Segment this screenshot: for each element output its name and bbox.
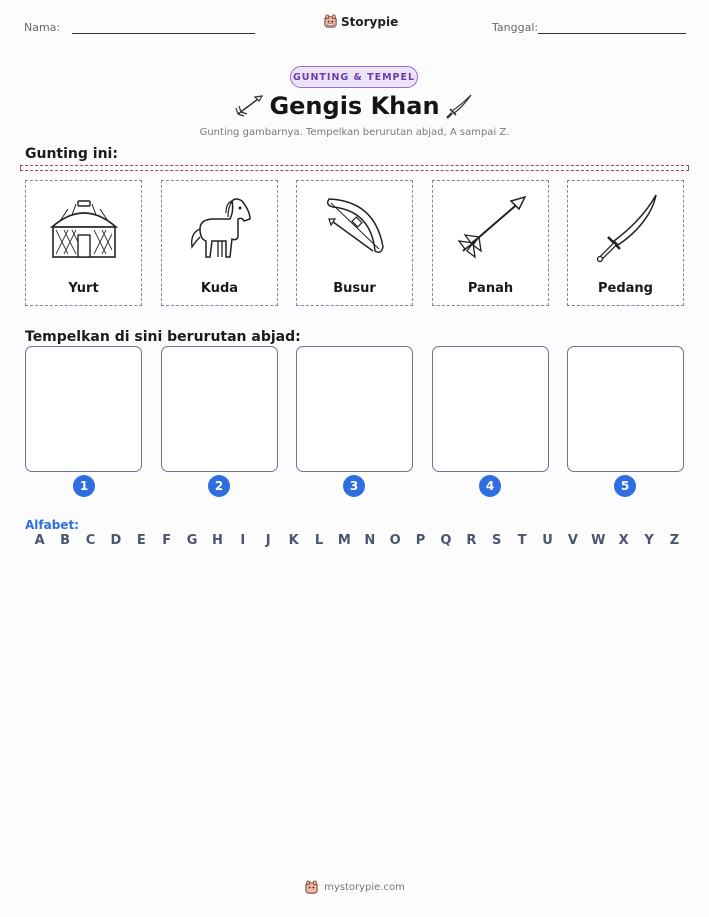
card-label: Pedang (598, 281, 653, 296)
letter: T (517, 533, 527, 548)
paste-slot-3[interactable] (296, 346, 413, 472)
letter: I (240, 533, 246, 548)
slot-number-4: 4 (479, 475, 501, 497)
letter: G (186, 533, 198, 548)
letter: A (34, 533, 45, 548)
letter: V (567, 533, 578, 548)
bow-icon (315, 189, 395, 269)
cut-card-yurt[interactable] (25, 180, 142, 306)
card-label: Busur (333, 281, 376, 296)
brand-name: Storypie (341, 14, 399, 29)
paste-slot-4[interactable] (432, 346, 549, 472)
letter: X (618, 533, 629, 548)
letter: J (265, 533, 271, 548)
card-label: Kuda (200, 281, 239, 296)
date-label: Tanggal: (492, 21, 539, 34)
letter: E (136, 533, 146, 548)
cut-card-pedang[interactable] (567, 180, 684, 306)
letter: M (337, 533, 351, 548)
page-title: Gengis Khan (269, 92, 440, 120)
letter: O (389, 533, 401, 548)
card-label: Yurt (68, 281, 99, 296)
brand-logo (323, 14, 398, 29)
letter: F (162, 533, 172, 548)
horse-icon (180, 189, 260, 269)
letter: L (314, 533, 324, 548)
letter: W (591, 533, 606, 548)
cut-card-busur[interactable] (296, 180, 413, 306)
letter: Y (644, 533, 654, 548)
paste-heading: Tempelkan di sini berurutan abjad: (25, 329, 301, 345)
card-label: Panah (467, 281, 514, 296)
alphabet-row (27, 533, 687, 548)
footer (0, 880, 709, 895)
arrow-icon (451, 189, 531, 269)
slot-number-5: 5 (614, 475, 636, 497)
cut-heading: Gunting ini: (25, 146, 118, 162)
date-line[interactable] (538, 33, 686, 34)
letter: D (110, 533, 122, 548)
paste-slot-2[interactable] (161, 346, 278, 472)
alphabet-heading: Alfabet: (25, 518, 79, 532)
instructions: Gunting gambarnya. Tempelkan berurutan abjad, A sampai Z. (199, 127, 510, 138)
letter: C (85, 533, 96, 548)
paste-slot-1[interactable] (25, 346, 142, 472)
name-label: Nama: (24, 21, 61, 34)
letter: R (466, 533, 477, 548)
footer-url[interactable]: mystorypie.com (324, 882, 405, 893)
paste-slot-5[interactable] (567, 346, 684, 472)
letter: B (60, 533, 71, 548)
name-line[interactable] (72, 33, 255, 34)
slot-number-2: 2 (208, 475, 230, 497)
sword-icon (586, 189, 666, 269)
cut-card-kuda[interactable] (161, 180, 278, 306)
cut-card-panah[interactable] (432, 180, 549, 306)
letter: U (542, 533, 553, 548)
yurt-icon (44, 189, 124, 269)
letter: P (415, 533, 426, 548)
letter: Q (440, 533, 452, 548)
storypie-footer-icon (304, 880, 319, 895)
storypie-logo-icon (323, 14, 338, 29)
slot-number-1: 1 (73, 475, 95, 497)
letter: K (288, 533, 299, 548)
letter: S (492, 533, 502, 548)
cut-line (20, 165, 689, 171)
sword-decoration-icon (444, 92, 474, 122)
slot-number-3: 3 (343, 475, 365, 497)
letter: Z (669, 533, 680, 548)
letter: H (211, 533, 223, 548)
activity-badge: GUNTING & TEMPEL (290, 66, 418, 88)
letter: N (364, 533, 376, 548)
